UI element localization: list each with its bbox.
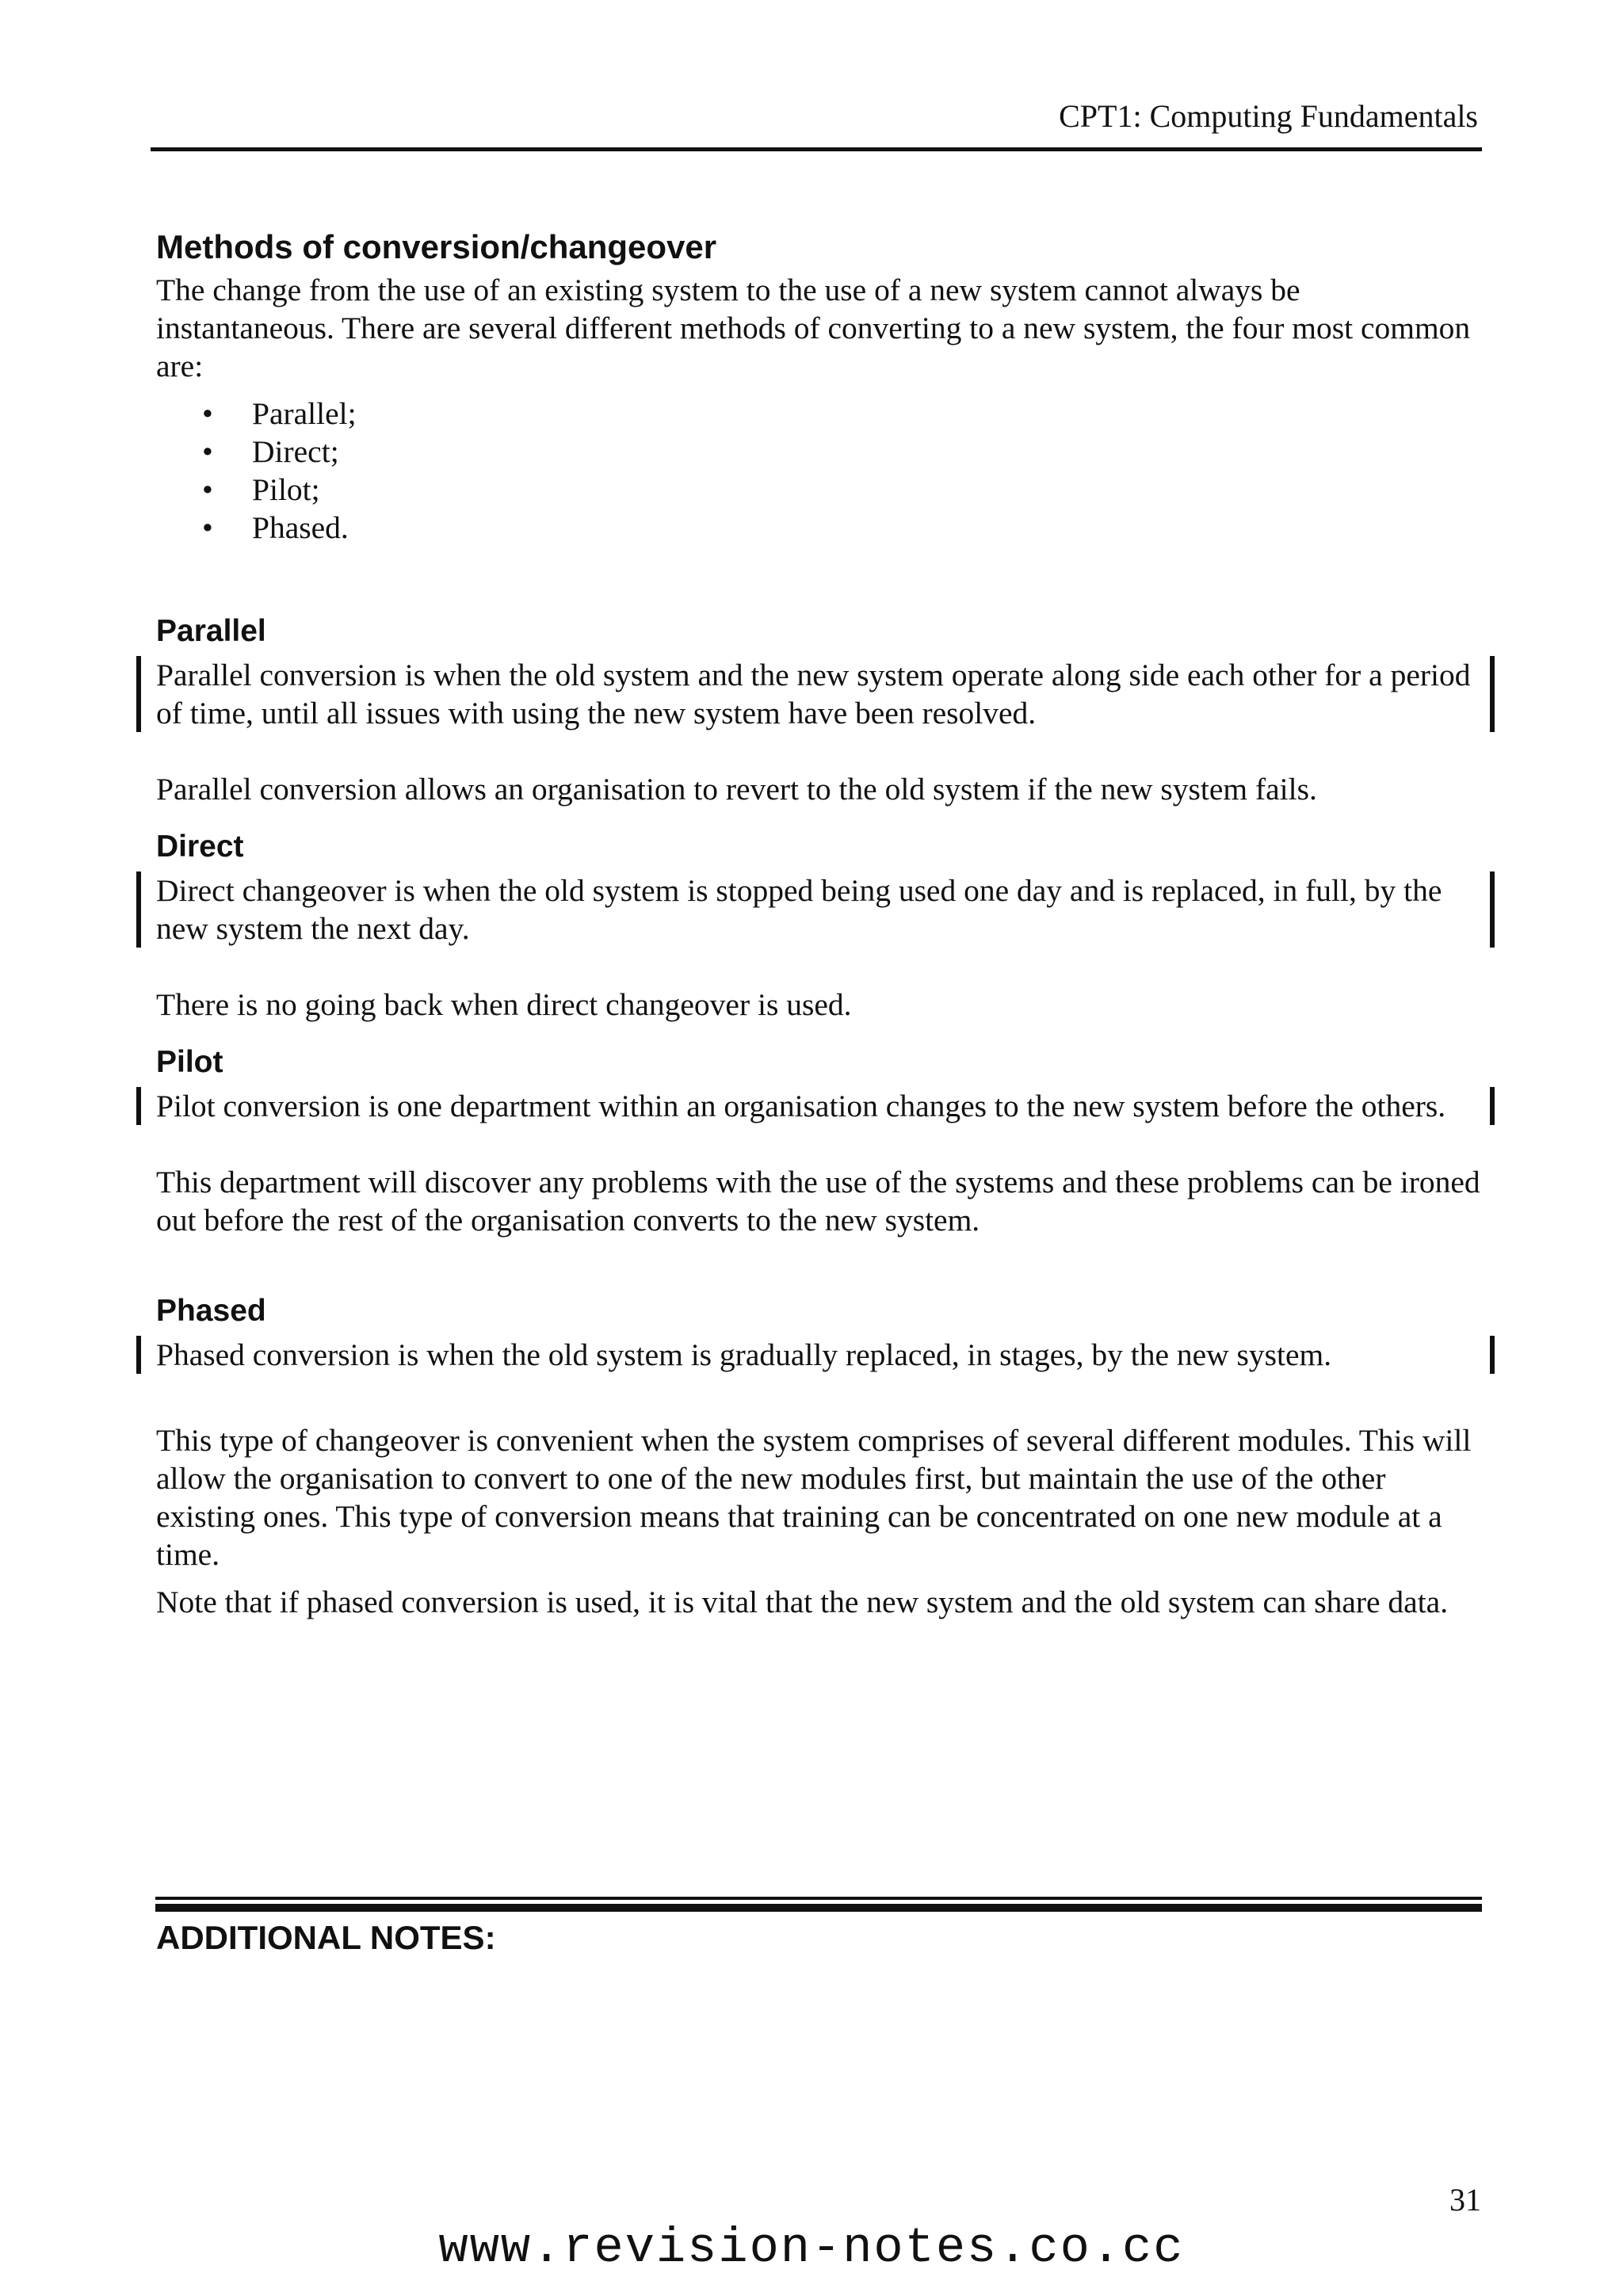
section-heading-pilot: Pilot — [156, 1045, 223, 1079]
running-header: CPT1: Computing Fundamentals — [1059, 98, 1478, 134]
definition-text: Pilot conversion is one department within an organisation changes to the new system before the others. — [156, 1089, 1446, 1123]
definition-phased — [156, 1336, 1484, 1374]
change-bar-right — [1490, 1087, 1495, 1125]
section-paragraph: This department will discover any problems with the use of the systems and these problems can be ironed out before the rest of the organisation converts to the new system. — [156, 1165, 1480, 1238]
change-bar-left — [136, 656, 141, 732]
section-heading-parallel: Parallel — [156, 614, 266, 648]
section-heading-phased: Phased — [156, 1294, 266, 1328]
section-paragraph: This type of changeover is convenient when the system comprises of several different modules. This will allow the organisation to convert to one of the new modules first, but maintain the use of the other existing ones. This type of conversion means that training can be concentrated on one new module at a time. — [156, 1423, 1472, 1572]
header-rule — [151, 147, 1482, 151]
list-item: • Pilot; — [202, 471, 1484, 509]
section-paragraph: Parallel conversion allows an organisation to revert to the old system if the new system fails. — [156, 772, 1317, 807]
list-item: • Parallel; — [202, 395, 1484, 433]
change-bar-left — [136, 1336, 141, 1374]
section-heading-direct: Direct — [156, 830, 244, 864]
list-item: • Direct; — [202, 433, 1484, 471]
section-paragraph: Note that if phased conversion is used, it is vital that the new system and the old system can share data. — [156, 1585, 1449, 1619]
change-bar-left — [136, 1087, 141, 1125]
change-bar-right — [1490, 656, 1495, 732]
notes-rule-thick — [155, 1904, 1482, 1912]
intro-paragraph: The change from the use of an existing system to the use of a new system cannot always be instantaneous. There are several different methods of converting to a new system, the four most common are: — [156, 273, 1471, 383]
definition-parallel — [156, 656, 1484, 732]
site-url-watermark: www.revision-notes.co.cc — [438, 2220, 1185, 2276]
definition-pilot — [156, 1087, 1484, 1125]
section-paragraph: There is no going back when direct changeover is used. — [156, 987, 852, 1022]
notes-rule-thin — [155, 1897, 1482, 1900]
list-item: • Phased. — [202, 509, 1484, 547]
methods-list — [156, 395, 1484, 547]
main-title: Methods of conversion/changeover — [156, 228, 717, 265]
definition-text: Parallel conversion is when the old system and the new system operate along side each other for a period of time, until all issues with using the new system have been resolved. — [156, 658, 1471, 730]
change-bar-left — [136, 871, 141, 948]
change-bar-right — [1490, 871, 1495, 948]
additional-notes-heading: ADDITIONAL NOTES: — [156, 1919, 496, 1956]
definition-direct — [156, 871, 1484, 948]
page-content — [156, 223, 1484, 1621]
definition-text: Direct changeover is when the old system is stopped being used one day and is replaced, in full, by the new system the next day. — [156, 873, 1442, 946]
page-number: 31 — [1449, 2182, 1481, 2218]
change-bar-right — [1490, 1336, 1495, 1374]
definition-text: Phased conversion is when the old system is gradually replaced, in stages, by the new system. — [156, 1337, 1332, 1372]
